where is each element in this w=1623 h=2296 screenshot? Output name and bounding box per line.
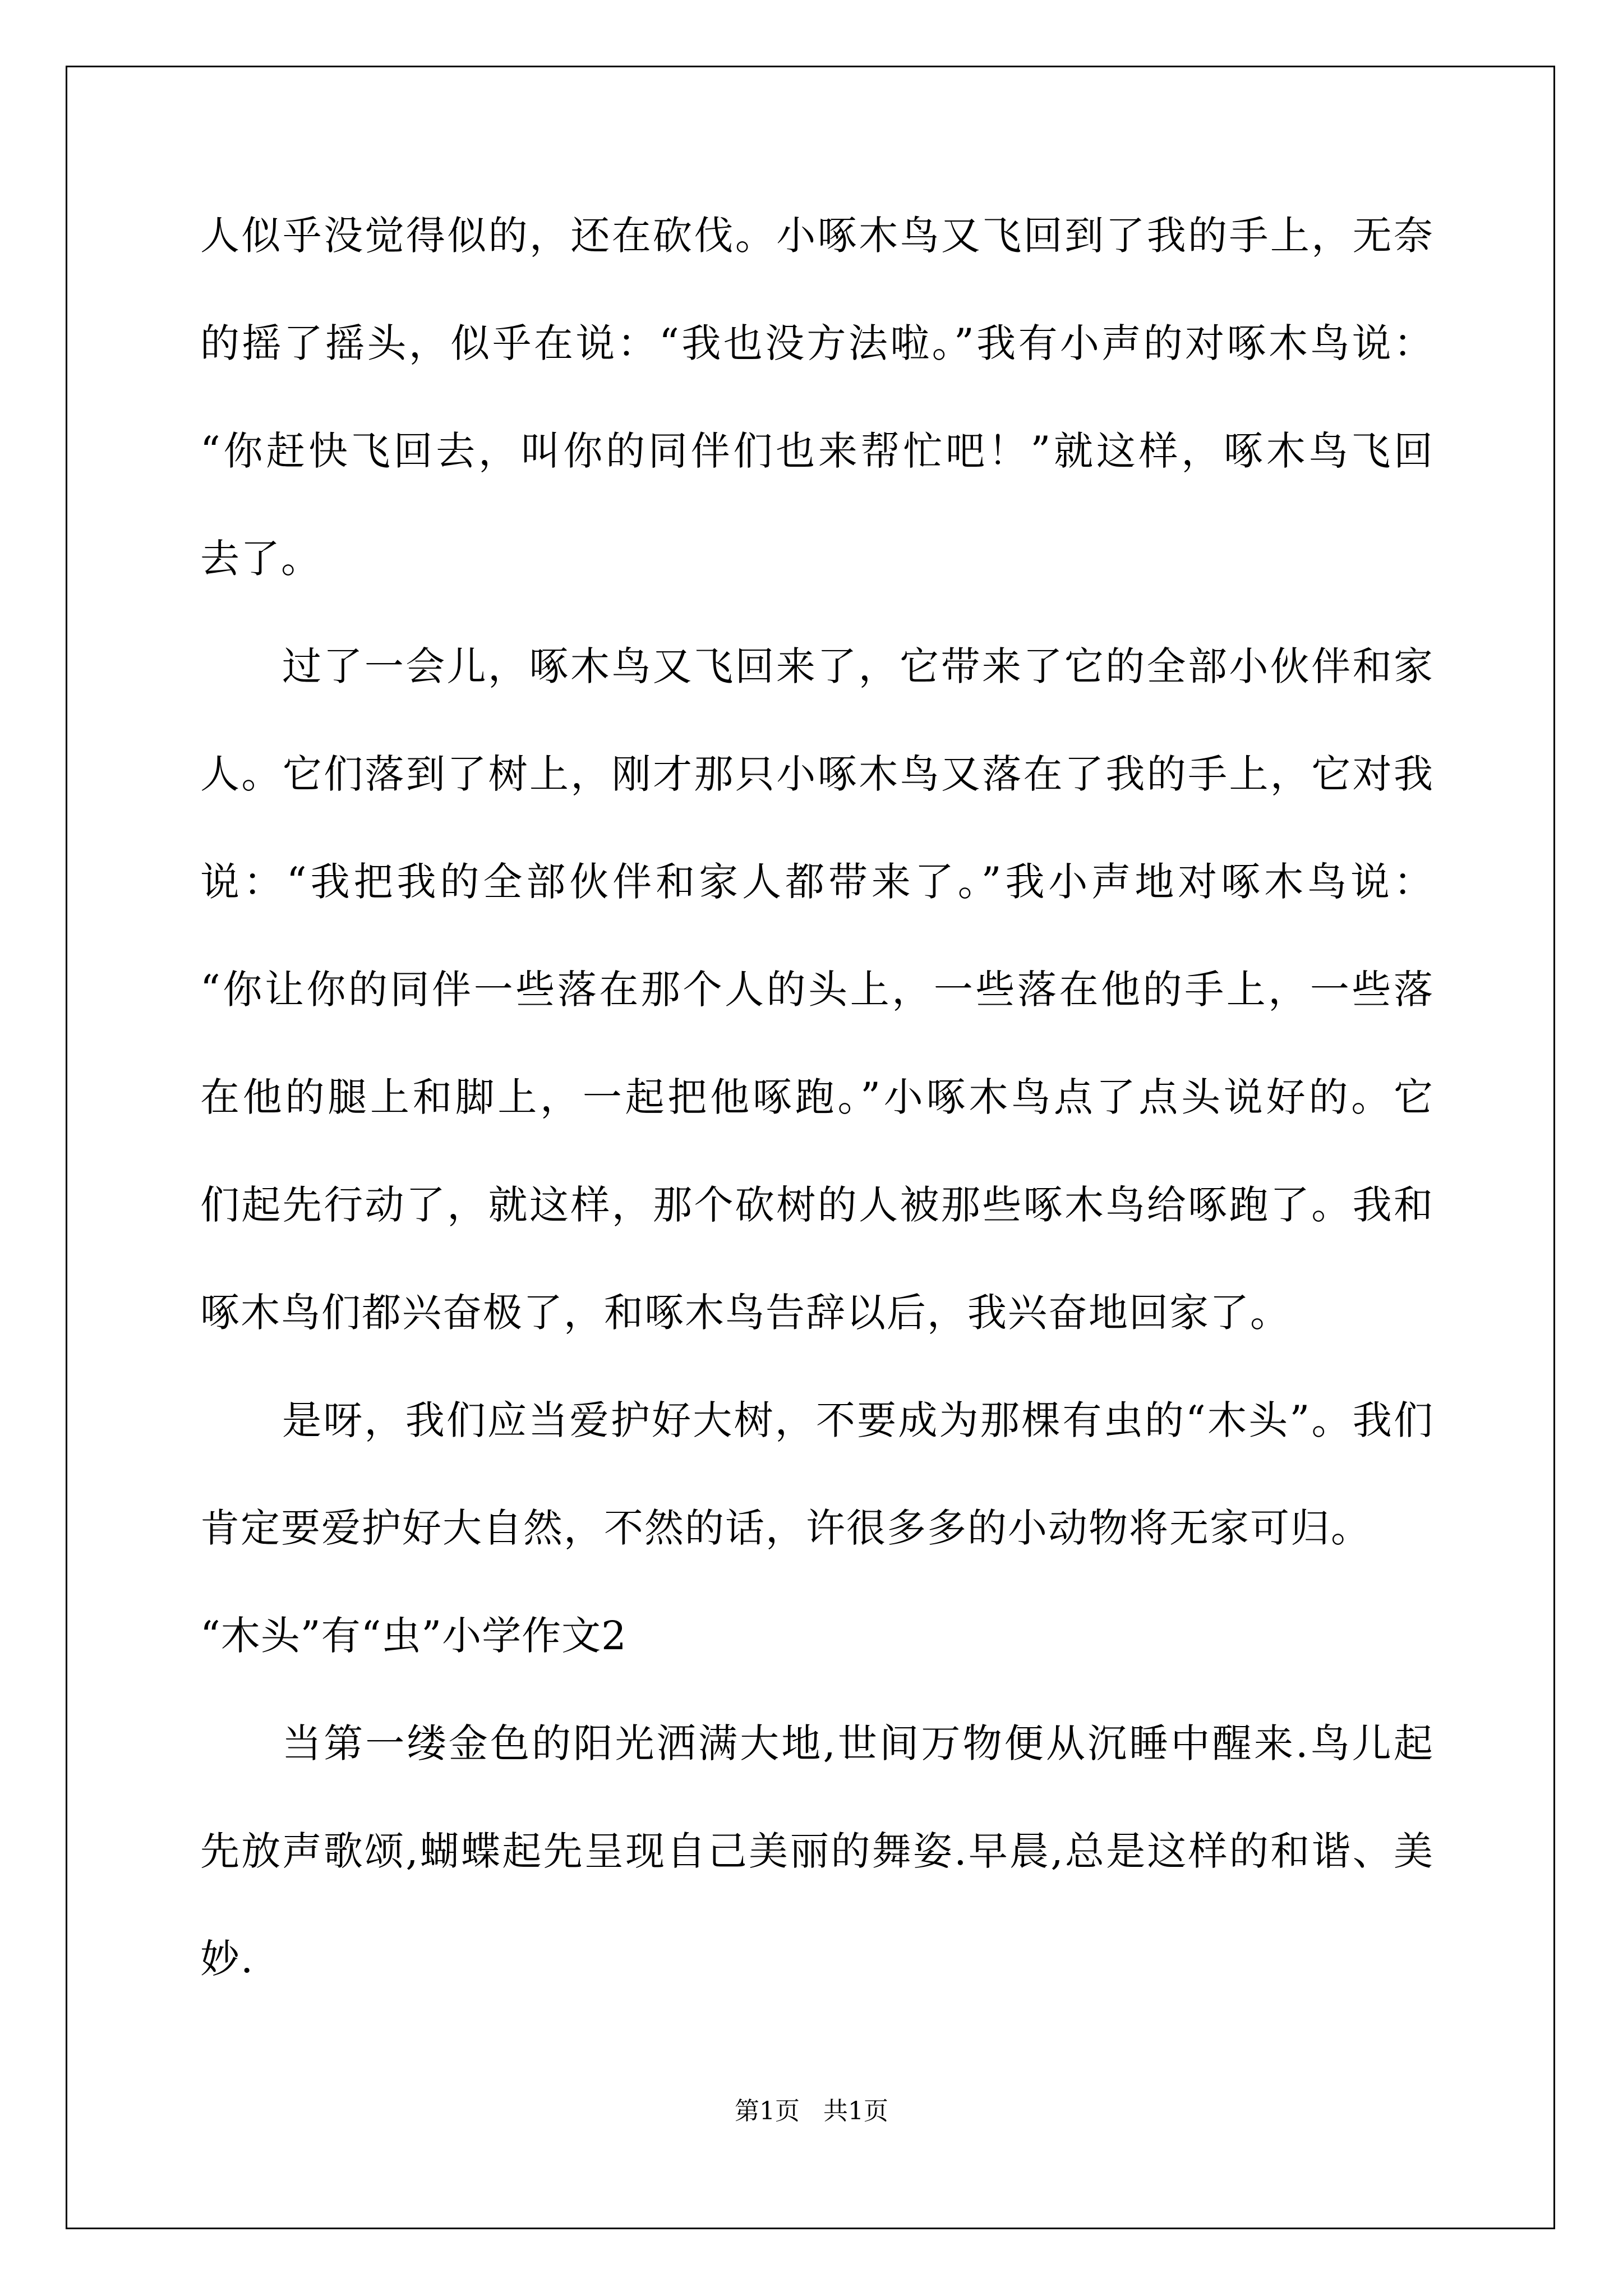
document-body	[200, 213, 1434, 2047]
page-footer: 第1页 共1页	[735, 2097, 888, 2125]
text-line: 先放声歌颂,蝴蝶起先呈现自己美丽的舞姿.早晨,总是这样的和谐、美	[200, 1828, 1434, 1874]
paragraph-first-line: 是呀，我们应当爱护好大树，不要成为那棵有虫的“木头”。我们	[282, 1397, 1434, 1443]
section-heading: “木头”有“虫”小学作文2	[200, 1613, 627, 1659]
text-line: 说：“我把我的全部伙伴和家人都带来了。”我小声地对啄木鸟说：	[200, 859, 1434, 905]
text-line: 人。它们落到了树上，刚才那只小啄木鸟又落在了我的手上，它对我	[200, 751, 1434, 797]
text-line: 们起先行动了，就这样，那个砍树的人被那些啄木鸟给啄跑了。我和	[200, 1182, 1434, 1228]
text-line: 人似乎没觉得似的，还在砍伐。小啄木鸟又飞回到了我的手上，无奈	[200, 213, 1434, 259]
text-line: 在他的腿上和脚上，一起把他啄跑。”小啄木鸟点了点头说好的。它	[200, 1074, 1434, 1120]
text-line: “你让你的同伴一些落在那个人的头上，一些落在他的手上，一些落	[200, 967, 1434, 1013]
paragraph-first-line: 当第一缕金色的阳光洒满大地,世间万物便从沉睡中醒来.鸟儿起	[282, 1720, 1434, 1766]
text-line: 肯定要爱护好大自然，不然的话，许很多多的小动物将无家可归。	[200, 1505, 1371, 1551]
text-line: “你赶快飞回去，叫你的同伴们也来帮忙吧！”就这样，啄木鸟飞回	[200, 428, 1434, 474]
text-line: 去了。	[200, 536, 321, 582]
text-line: 的摇了摇头，似乎在说：“我也没方法啦。”我有小声的对啄木鸟说：	[200, 320, 1434, 366]
text-line: 妙.	[200, 1936, 255, 1982]
paragraph-first-line: 过了一会儿，啄木鸟又飞回来了，它带来了它的全部小伙伴和家	[282, 643, 1434, 689]
text-line: 啄木鸟们都兴奋极了，和啄木鸟告辞以后，我兴奋地回家了。	[200, 1290, 1290, 1336]
